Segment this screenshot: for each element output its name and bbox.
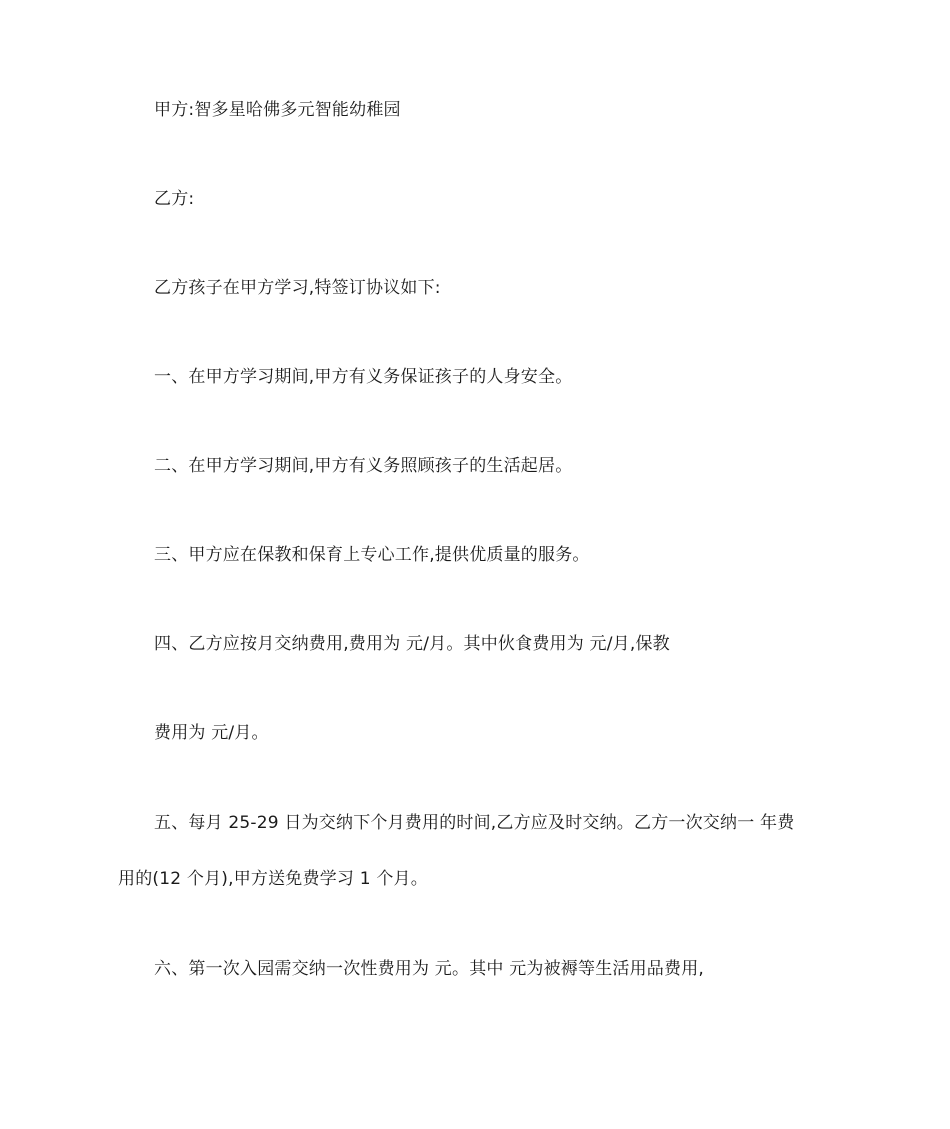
clause-4-line-1: 四、乙方应按月交纳费用,费用为 元/月。其中伙食费用为 元/月,保教 (154, 634, 670, 654)
clause-3: 三、甲方应在保教和保育上专心工作,提供优质量的服务。 (154, 545, 590, 565)
party-a-line: 甲方:智多星哈佛多元智能幼稚园 (154, 100, 401, 120)
party-b-line: 乙方: (154, 189, 195, 209)
clause-4-line-2: 费用为 元/月。 (154, 723, 269, 743)
agreement-intro: 乙方孩子在甲方学习,特签订协议如下: (154, 278, 441, 298)
clause-6-line-1: 六、第一次入园需交纳一次性费用为 元。其中 元为被褥等生活用品费用, (154, 959, 705, 979)
clause-1: 一、在甲方学习期间,甲方有义务保证孩子的人身安全。 (154, 367, 573, 387)
clause-5-line-1: 五、每月 25-29 日为交纳下个月费用的时间,乙方应及时交纳。乙方一次交纳一 年费 (154, 813, 795, 833)
clause-2: 二、在甲方学习期间,甲方有义务照顾孩子的生活起居。 (154, 456, 573, 476)
clause-5-line-2: 用的(12 个月),甲方送免费学习 1 个月。 (118, 869, 428, 889)
